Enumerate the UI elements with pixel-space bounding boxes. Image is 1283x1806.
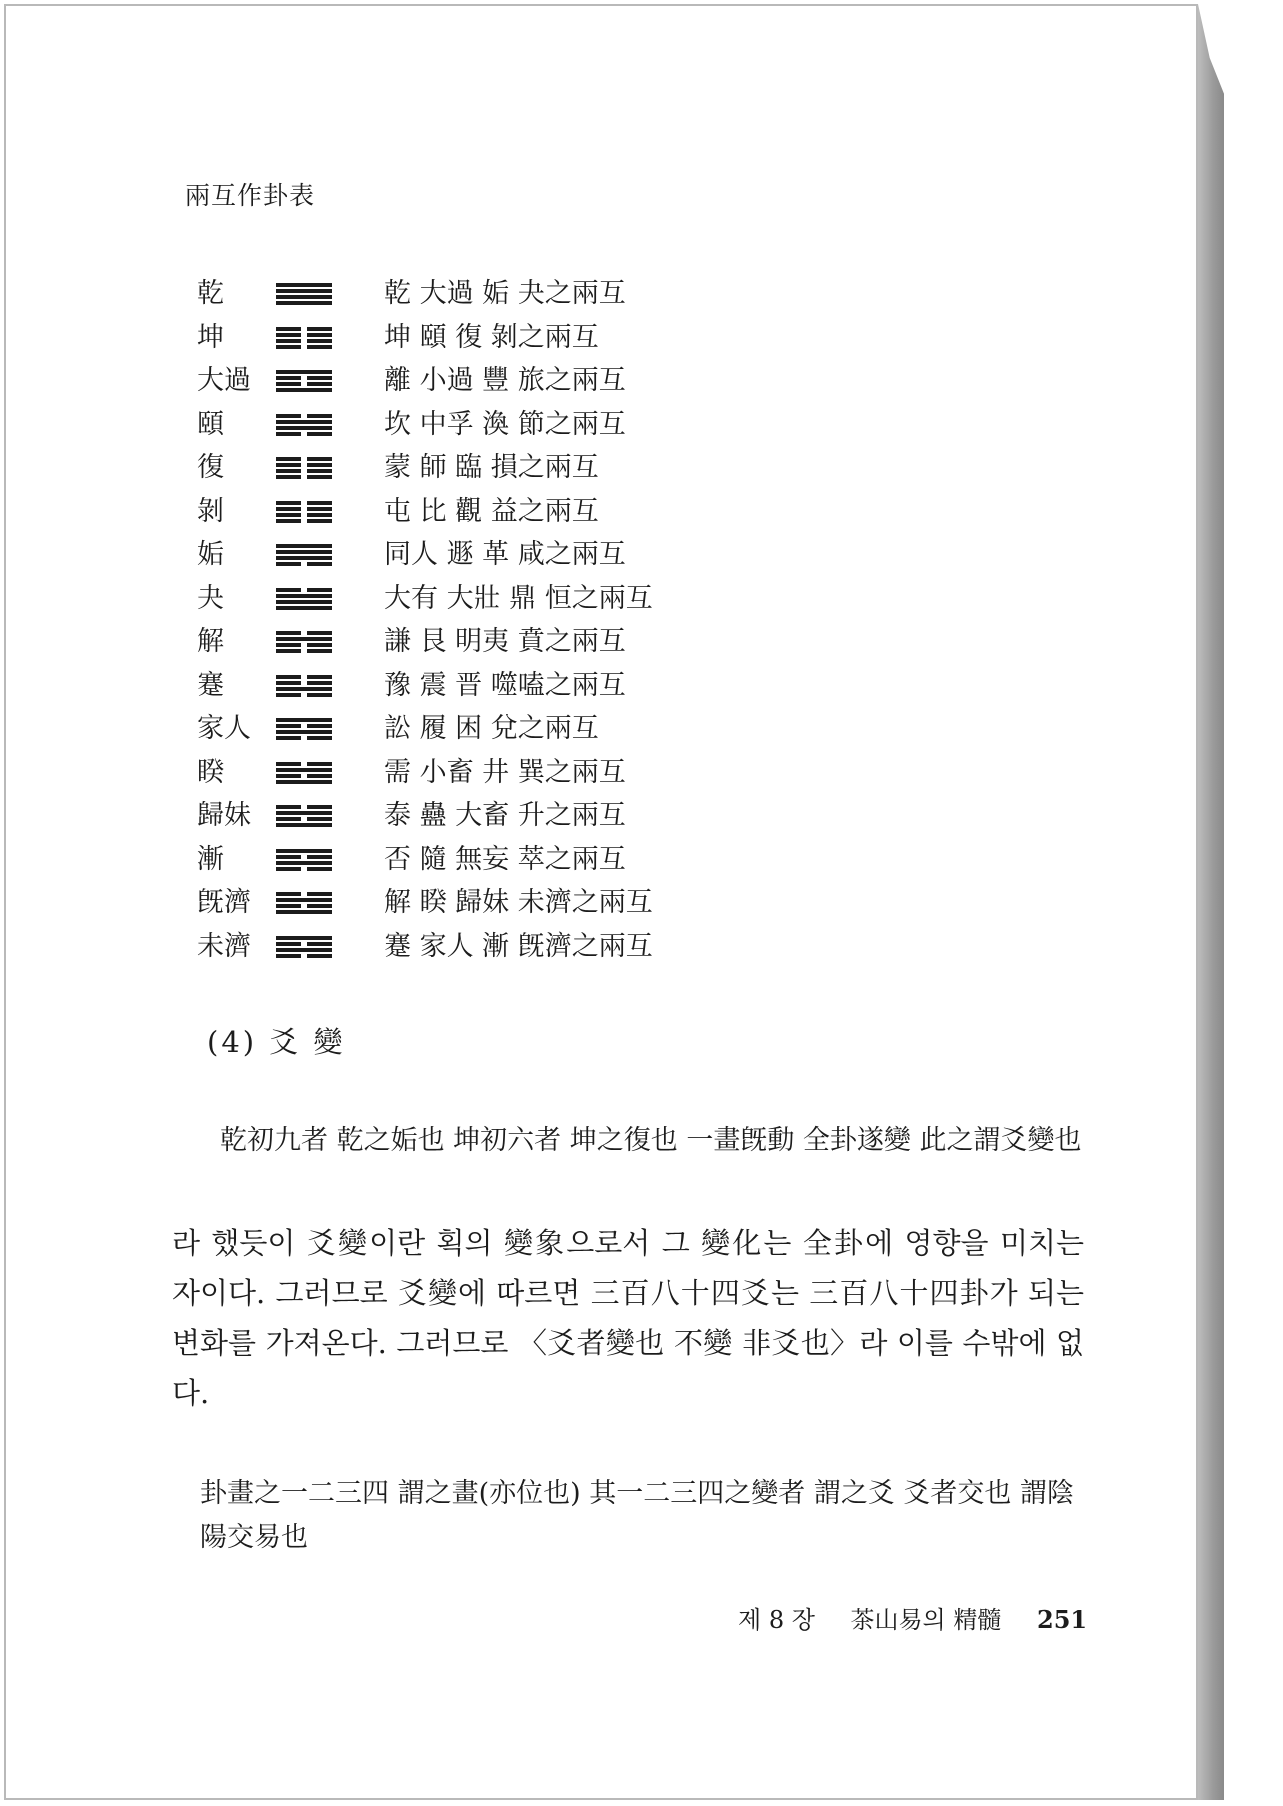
hexagram-name: 大過 [197, 365, 251, 396]
hexagram-name: 夬 [197, 582, 224, 614]
page-number: 251 [1037, 1605, 1088, 1634]
hexagram-description: 謙 艮 明夷 賁之兩互 [384, 626, 626, 657]
table-row [197, 446, 797, 490]
hexagram-lines-icon [276, 501, 332, 523]
hexagram-name: 解 [197, 626, 224, 657]
table-row [197, 664, 797, 708]
hexagram-description: 豫 震 晋 噬嗑之兩互 [384, 669, 626, 701]
hexagram-description: 否 隨 無妄 萃之兩互 [384, 843, 626, 875]
hexagram-lines-icon [276, 457, 332, 479]
table-row [197, 707, 797, 751]
hexagram-description: 蹇 家人 漸 旣濟之兩互 [384, 930, 653, 962]
hexagram-name: 睽 [197, 756, 224, 788]
table-row [197, 490, 797, 534]
hexagram-description: 同人 遯 革 咸之兩互 [384, 539, 626, 570]
hexagram-name: 旣濟 [197, 887, 251, 918]
table-row [197, 925, 797, 969]
footer-chapter: 제 8 장 [738, 1606, 815, 1634]
hexagram-name: 姤 [197, 539, 224, 570]
hexagram-name: 歸妹 [197, 800, 251, 831]
hexagram-lines-icon [276, 805, 332, 827]
hexagram-name: 乾 [197, 278, 224, 309]
classical-quote-2: 卦畫之一二三四 謂之畫(亦位也) 其一二三四之變者 謂之爻 爻者交也 謂陰陽交易也 [200, 1478, 1074, 1553]
hexagram-description: 解 睽 歸妹 未濟之兩互 [384, 887, 653, 918]
hexagram-description: 坤 頤 復 剝之兩互 [384, 321, 599, 353]
hexagram-name: 復 [197, 452, 224, 483]
hexagram-name: 未濟 [197, 930, 251, 962]
page-edge-shadow [1198, 4, 1224, 1800]
section-heading: (4) 爻 變 [207, 1025, 346, 1059]
hexagram-name: 蹇 [197, 669, 224, 701]
table-row [197, 751, 797, 795]
hexagram-lines-icon [276, 762, 332, 784]
hexagram-description: 大有 大壯 鼎 恒之兩互 [384, 582, 653, 614]
hexagram-description: 離 小過 豐 旅之兩互 [384, 365, 626, 396]
hexagram-description: 乾 大過 姤 夬之兩互 [384, 278, 626, 309]
hexagram-lines-icon [276, 283, 332, 305]
hexagram-name: 坤 [197, 321, 224, 353]
table-row [197, 403, 797, 447]
body-paragraph: 라 했듯이 爻變이란 획의 變象으로서 그 變化는 全卦에 영향을 미치는 자이다. 그러므로 爻變에 따르면 三百八十四爻는 三百八十四卦가 되는 변화를 가져온다. 그러므로 〈爻者變也 不變 非爻也〉라 이를 수밖에 없다. [172, 1226, 1084, 1410]
hexagram-name: 頤 [197, 408, 224, 440]
hexagram-description: 泰 蠱 大畜 升之兩互 [384, 800, 626, 831]
hexagram-description: 蒙 師 臨 損之兩互 [384, 452, 599, 483]
table-row [197, 620, 797, 664]
hexagram-table [197, 272, 797, 968]
hexagram-lines-icon [276, 414, 332, 436]
hexagram-description: 坎 中孚 渙 節之兩互 [384, 408, 626, 440]
table-title: 兩互作卦表 [185, 181, 316, 210]
table-row [197, 316, 797, 360]
hexagram-lines-icon [276, 675, 332, 697]
hexagram-lines-icon [276, 936, 332, 958]
hexagram-lines-icon [276, 588, 332, 610]
table-row [197, 794, 797, 838]
table-row [197, 838, 797, 882]
hexagram-lines-icon [276, 718, 332, 740]
hexagram-lines-icon [276, 544, 332, 566]
page-footer [738, 1600, 1087, 1635]
table-row [197, 359, 797, 403]
hexagram-description: 需 小畜 井 巽之兩互 [384, 756, 626, 788]
table-row [197, 577, 797, 621]
hexagram-name: 家人 [197, 713, 251, 744]
hexagram-description: 屯 比 觀 益之兩互 [384, 495, 599, 527]
hexagram-lines-icon [276, 327, 332, 349]
hexagram-name: 剝 [197, 495, 224, 527]
hexagram-name: 漸 [197, 843, 224, 875]
hexagram-lines-icon [276, 370, 332, 392]
hexagram-lines-icon [276, 892, 332, 914]
table-row [197, 272, 797, 316]
hexagram-lines-icon [276, 849, 332, 871]
footer-title: 茶山易의 精髓 [850, 1606, 1002, 1634]
classical-quote: 乾初九者 乾之姤也 坤初六者 坤之復也 一畫旣動 全卦遂變 此之謂爻變也 [220, 1125, 1082, 1156]
hexagram-lines-icon [276, 631, 332, 653]
hexagram-description: 訟 履 困 兌之兩互 [384, 713, 599, 744]
table-row [197, 533, 797, 577]
table-row [197, 881, 797, 925]
